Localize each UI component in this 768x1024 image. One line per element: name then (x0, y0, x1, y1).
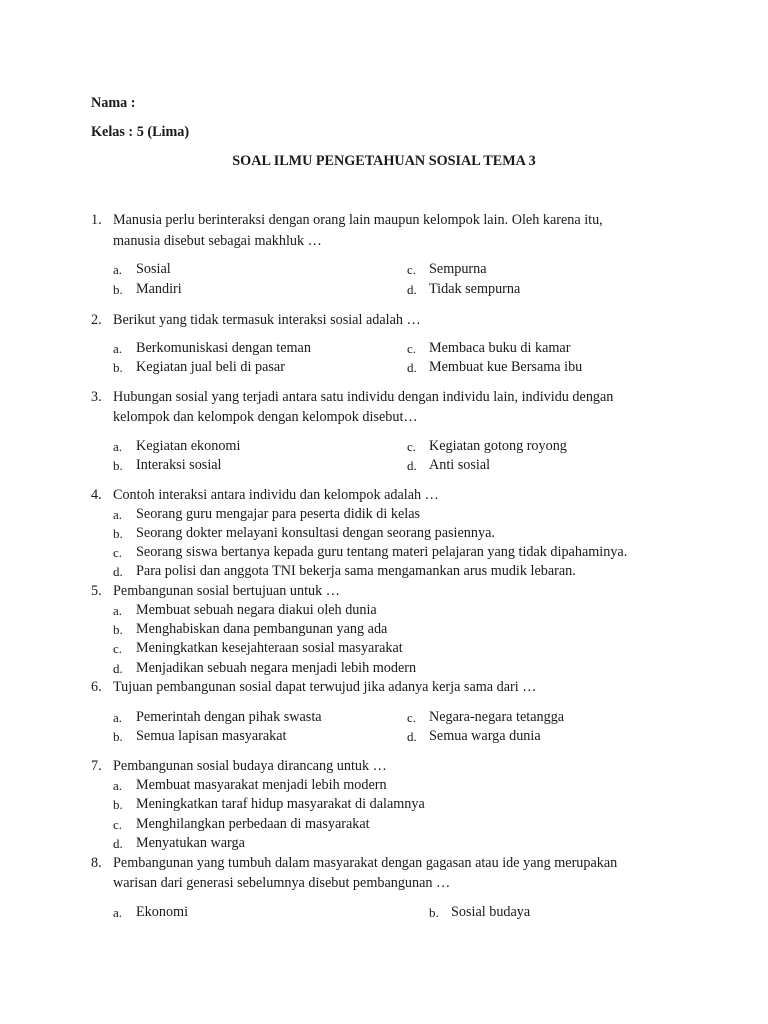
option-letter: d. (113, 564, 123, 579)
question-number: 7. (91, 758, 102, 774)
question-number: 8. (91, 855, 102, 871)
question-text-line: Pembangunan sosial bertujuan untuk … (113, 583, 340, 599)
option-letter: c. (407, 710, 417, 725)
option-letter: c. (113, 817, 123, 832)
option-letter: b. (113, 458, 123, 473)
option-text: Pemerintah dengan pihak swasta (136, 709, 322, 725)
nama-label: Nama : (91, 95, 136, 111)
option-text: Menghabiskan dana pembangunan yang ada (136, 621, 388, 637)
question-number: 4. (91, 487, 102, 503)
option-letter: d. (113, 661, 123, 676)
question-text-line: manusia disebut sebagai makhluk … (113, 233, 322, 249)
option-letter: b. (113, 729, 123, 744)
option-text: Berkomuniskasi dengan teman (136, 340, 311, 356)
option-text: Membuat kue Bersama ibu (429, 359, 583, 375)
option-text: Sempurna (429, 261, 487, 277)
question-text-line: Pembangunan yang tumbuh dalam masyarakat dengan gagasan atau ide yang merupakan (113, 855, 618, 871)
option-letter: d. (407, 458, 417, 473)
option-letter: a. (113, 341, 123, 356)
question-text-line: Pembangunan sosial budaya dirancang untuk … (113, 758, 387, 774)
option-letter: b. (113, 797, 123, 812)
option-text: Seorang guru mengajar para peserta didik di kelas (136, 506, 421, 522)
option-text: Meningkatkan taraf hidup masyarakat di dalamnya (136, 796, 425, 812)
question-text-line: Tujuan pembangunan sosial dapat terwujud jika adanya kerja sama dari … (113, 679, 537, 695)
kelas-label: Kelas : 5 (Lima) (91, 124, 190, 140)
option-letter: d. (407, 729, 417, 744)
option-letter: c. (407, 341, 417, 356)
option-letter: a. (113, 710, 123, 725)
option-text: Seorang siswa bertanya kepada guru tentang materi pelajaran yang tidak dipahaminya. (136, 544, 628, 560)
option-text: Menghilangkan perbedaan di masyarakat (136, 816, 370, 832)
page-title: SOAL ILMU PENGETAHUAN SOSIAL TEMA 3 (232, 153, 536, 169)
option-text: Mandiri (136, 281, 182, 297)
option-text: Sosial budaya (451, 904, 531, 920)
question-number: 5. (91, 583, 102, 599)
option-text: Membuat masyarakat menjadi lebih modern (136, 777, 387, 793)
option-text: Interaksi sosial (136, 457, 222, 473)
option-text: Menyatukan warga (136, 835, 245, 851)
question-text-line: kelompok dan kelompok dengan kelompok disebut… (113, 409, 418, 425)
option-letter: a. (113, 439, 123, 454)
option-letter: a. (113, 507, 123, 522)
option-letter: c. (407, 439, 417, 454)
option-letter: c. (113, 641, 123, 656)
option-letter: d. (113, 836, 123, 851)
option-text: Anti sosial (429, 457, 491, 473)
option-text: Membuat sebuah negara diakui oleh dunia (136, 602, 377, 618)
option-letter: a. (113, 905, 123, 920)
option-letter: b. (113, 282, 123, 297)
option-letter: d. (407, 360, 417, 375)
option-letter: c. (113, 545, 123, 560)
option-text: Membaca buku di kamar (429, 340, 571, 356)
option-letter: a. (113, 262, 123, 277)
question-number: 3. (91, 389, 102, 405)
option-letter: b. (113, 622, 123, 637)
question-text-line: Hubungan sosial yang terjadi antara satu individu dengan individu lain, individu dengan (113, 389, 614, 405)
option-text: Menjadikan sebuah negara menjadi lebih modern (136, 660, 417, 676)
question-number: 6. (91, 679, 102, 695)
question-text-line: Contoh interaksi antara individu dan kelompok adalah … (113, 487, 439, 503)
question-number: 1. (91, 212, 102, 228)
question-text-line: Berikut yang tidak termasuk interaksi sosial adalah … (113, 312, 421, 328)
option-text: Negara-negara tetangga (429, 709, 565, 725)
option-text: Kegiatan gotong royong (429, 438, 567, 454)
option-text: Kegiatan ekonomi (136, 438, 241, 454)
option-text: Seorang dokter melayani konsultasi dengan seorang pasiennya. (136, 525, 495, 541)
question-text-line: warisan dari generasi sebelumnya disebut pembangunan … (113, 875, 451, 891)
question-text-line: Manusia perlu berinteraksi dengan orang lain maupun kelompok lain. Oleh karena itu, (113, 212, 603, 228)
option-letter: b. (429, 905, 439, 920)
option-text: Ekonomi (136, 904, 189, 920)
option-text: Tidak sempurna (429, 281, 521, 297)
option-text: Kegiatan jual beli di pasar (136, 359, 285, 375)
question-number: 2. (91, 312, 102, 328)
option-letter: c. (407, 262, 417, 277)
option-letter: b. (113, 360, 123, 375)
option-text: Sosial (136, 261, 171, 277)
option-text: Para polisi dan anggota TNI bekerja sama mengamankan arus mudik lebaran. (136, 563, 576, 579)
option-text: Semua lapisan masyarakat (136, 728, 287, 744)
option-letter: b. (113, 526, 123, 541)
option-letter: a. (113, 603, 123, 618)
option-letter: d. (407, 282, 417, 297)
option-letter: a. (113, 778, 123, 793)
option-text: Meningkatkan kesejahteraan sosial masyarakat (136, 640, 403, 656)
option-text: Semua warga dunia (429, 728, 541, 744)
